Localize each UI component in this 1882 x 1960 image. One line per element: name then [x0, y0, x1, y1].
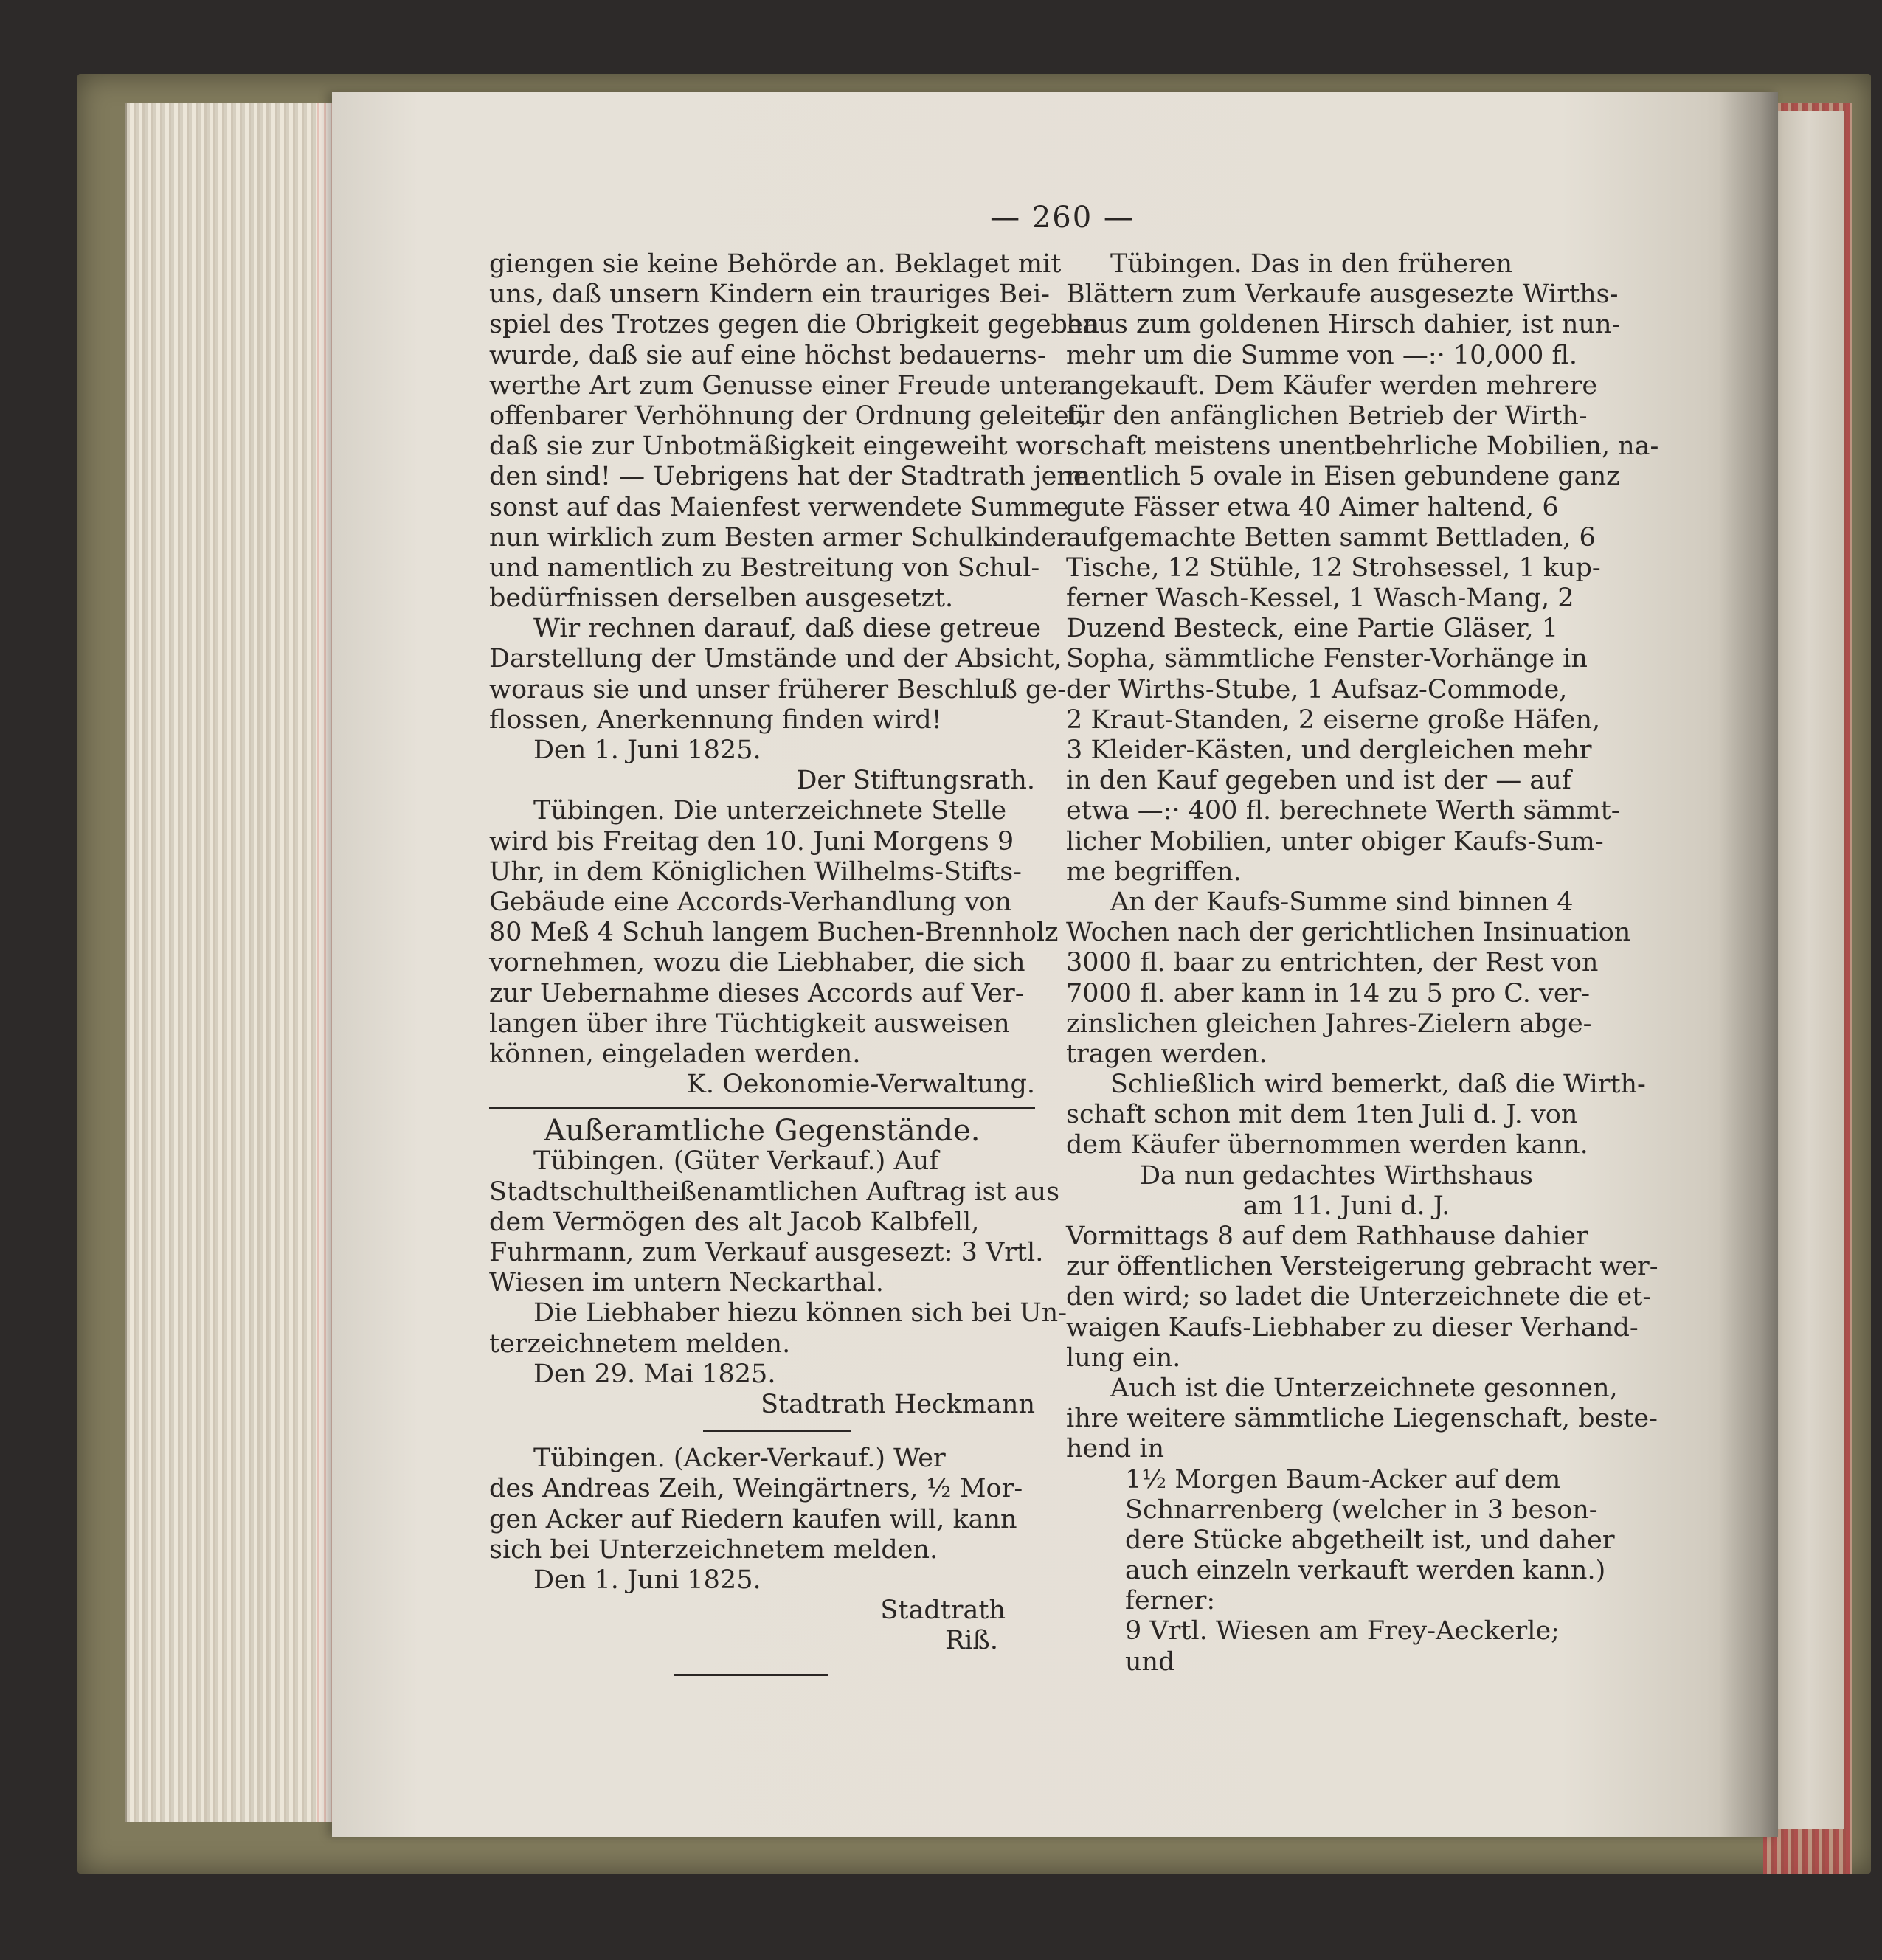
left-paragraph-5: [489, 1298, 1068, 1359]
page-gutter-shadow: [1719, 92, 1778, 1837]
signature-office: Stadtrath: [880, 1596, 1006, 1626]
right-paragraph-6: [1066, 1373, 1658, 1465]
text-line: für den anfänglichen Betrieb der Wirth-: [1066, 401, 1588, 431]
text-line: Fuhrmann, zum Verkauf ausgesezt: 3 Vrtl.: [489, 1238, 1044, 1267]
text-line: spiel des Trotzes gegen die Obrigkeit gegeben: [489, 310, 1100, 340]
text-line: 3000 fl. baar zu entrichten, der Rest von: [1066, 948, 1599, 978]
text-line: daß sie zur Unbotmäßigkeit eingeweiht wor-: [489, 432, 1075, 462]
text-line: zinslichen gleichen Jahres-Zielern abge-: [1066, 1008, 1592, 1039]
text-line: Schnarrenberg (welcher in 3 beson-: [1125, 1495, 1598, 1525]
text-line: flossen, Anerkennung finden wird!: [489, 704, 942, 735]
right-paragraph-2: [1066, 887, 1631, 1070]
text-line: angekauft. Dem Käufer werden mehrere: [1066, 370, 1598, 401]
text-line: dere Stücke abgetheilt ist, und daher: [1125, 1525, 1615, 1555]
signature: K. Oekonomie-Verwaltung.: [686, 1070, 1035, 1100]
text-line: 7000 fl. aber kann in 14 zu 5 pro C. ver-: [1066, 978, 1591, 1008]
text-line: 2 Kraut-Standen, 2 eiserne große Häfen,: [1066, 704, 1601, 735]
text-line: 1½ Morgen Baum-Acker auf dem: [1125, 1464, 1561, 1495]
text-line: den sind! — Uebrigens hat der Stadtrath jene: [489, 462, 1089, 492]
right-paragraph-1: [1066, 249, 1659, 887]
text-line: Auch ist die Unterzeichnete gesonnen,: [1110, 1373, 1618, 1403]
text-line: gen Acker auf Riedern kaufen will, kann: [489, 1504, 1017, 1534]
text-line: Tübingen. (Güter Verkauf.) Auf: [533, 1146, 939, 1177]
signature: Der Stiftungsrath.: [796, 766, 1035, 796]
text-line: und: [1125, 1646, 1175, 1677]
text-line: ferner Wasch-Kessel, 1 Wasch-Mang, 2: [1066, 584, 1574, 614]
page-number: — 260 —: [990, 201, 1135, 235]
text-line: hend in: [1066, 1434, 1165, 1464]
text-line: woraus sie und unser früherer Beschluß ge-: [489, 674, 1066, 704]
left-paragraph-2: [489, 614, 1066, 735]
text-line: sonst auf das Maienfest verwendete Summe: [489, 492, 1069, 522]
text-line: wird bis Freitag den 10. Juni Morgens 9: [489, 826, 1014, 856]
text-line: haus zum goldenen Hirsch dahier, ist nun-: [1066, 310, 1621, 340]
text-line: Vormittags 8 auf dem Rathhause dahier: [1066, 1222, 1588, 1251]
signature: Stadtrath Heckmann: [761, 1389, 1035, 1419]
signature-name: Riß.: [944, 1626, 998, 1656]
text-line: uns, daß unsern Kindern ein trauriges Bei-: [489, 280, 1050, 310]
text-line: vornehmen, wozu die Liebhaber, die sich: [489, 948, 1025, 978]
left-paragraph-3: [489, 796, 1059, 1070]
date-highlight: am 11. Juni d. J.: [1242, 1191, 1450, 1221]
text-line: werthe Art zum Genusse einer Freude unter: [489, 370, 1070, 401]
text-line: und namentlich zu Bestreitung von Schul-: [489, 553, 1040, 583]
text-line: Wiesen im untern Neckarthal.: [489, 1268, 884, 1298]
text-line: Darstellung der Umstände und der Absicht,: [489, 644, 1062, 674]
text-line: des Andreas Zeih, Weingärtners, ½ Mor-: [489, 1474, 1023, 1504]
text-line: Wochen nach der gerichtlichen Insinuation: [1066, 918, 1631, 948]
text-line: terzeichnetem melden.: [489, 1329, 791, 1359]
text-line: dem Vermögen des alt Jacob Kalbfell,: [489, 1207, 980, 1237]
right-column: [1066, 249, 1659, 1677]
section-heading: Außeramtliche Gegenstände.: [544, 1114, 980, 1149]
text-line: Tübingen. Das in den früheren: [1110, 249, 1513, 279]
text-line: sich bei Unterzeichnetem melden.: [489, 1534, 938, 1565]
section-divider: [489, 1107, 1035, 1109]
text-line: lung ein.: [1066, 1343, 1181, 1373]
text-line: schaft meistens unentbehrliche Mobilien, na-: [1066, 432, 1659, 462]
text-line: Da nun gedachtes Wirthshaus: [1140, 1160, 1533, 1191]
short-divider: [703, 1430, 851, 1432]
text-line: 3 Kleider-Kästen, und dergleichen mehr: [1066, 735, 1592, 765]
right-paragraph-3: [1066, 1070, 1646, 1161]
end-flourish: [674, 1674, 828, 1676]
text-line: auch einzeln verkauft werden kann.): [1125, 1556, 1606, 1586]
text-line: zur öffentlichen Versteigerung gebracht wer-: [1066, 1252, 1658, 1282]
text-line: Stadtschultheißenamtlichen Auftrag ist aus: [489, 1177, 1060, 1207]
text-line: An der Kaufs-Summe sind binnen 4: [1110, 887, 1574, 917]
text-line: der Wirths-Stube, 1 Aufsaz-Commode,: [1066, 674, 1568, 704]
text-line: waigen Kaufs-Liebhaber zu dieser Verhand-: [1066, 1312, 1639, 1343]
left-paragraph-6: [489, 1444, 1035, 1565]
text-line: Schließlich wird bemerkt, daß die Wirth-: [1110, 1070, 1646, 1100]
text-line: nun wirklich zum Besten armer Schulkinder: [489, 522, 1069, 553]
right-paragraph-7: [1066, 1465, 1627, 1677]
text-line: me begriffen.: [1066, 856, 1242, 887]
text-line: den wird; so ladet die Unterzeichnete die et-: [1066, 1282, 1652, 1312]
text-line: aufgemachte Betten sammt Bettladen, 6: [1066, 522, 1596, 553]
text-line: Wir rechnen darauf, daß diese getreue: [533, 614, 1042, 644]
text-line: offenbarer Verhöhnung der Ordnung geleitet,: [489, 401, 1087, 431]
left-column: [489, 249, 1100, 1688]
text-line: langen über ihre Tüchtigkeit ausweisen: [489, 1008, 1010, 1039]
text-line: Tübingen. Die unterzeichnete Stelle: [533, 796, 1007, 826]
text-line: Duzend Besteck, eine Partie Gläser, 1: [1066, 614, 1559, 644]
text-line: 9 Vrtl. Wiesen am Frey-Aeckerle;: [1125, 1616, 1560, 1646]
text-line: licher Mobilien, unter obiger Kaufs-Sum-: [1066, 826, 1604, 856]
text-line: 80 Meß 4 Schuh langem Buchen-Brennholz: [489, 918, 1059, 948]
text-line: gute Fässer etwa 40 Aimer haltend, 6: [1066, 492, 1559, 522]
text-line: tragen werden.: [1066, 1039, 1267, 1069]
left-paragraph-4: [489, 1146, 1060, 1298]
right-paragraph-5: [1066, 1222, 1658, 1374]
text-line: in den Kauf gegeben und ist der — auf: [1066, 766, 1571, 796]
dateline: Den 29. Mai 1825.: [533, 1359, 776, 1389]
text-line: etwa —:· 400 fl. berechnete Werth sämmt-: [1066, 796, 1620, 826]
text-line: mehr um die Summe von —:· 10,000 fl.: [1066, 340, 1577, 370]
text-line: Gebäude eine Accords-Verhandlung von: [489, 887, 1011, 917]
text-line: dem Käufer übernommen werden kann.: [1066, 1130, 1588, 1160]
dateline: Den 1. Juni 1825.: [533, 735, 761, 765]
text-line: Sopha, sämmtliche Fenster-Vorhänge in: [1066, 644, 1588, 674]
text-line: ferner:: [1125, 1586, 1216, 1616]
text-line: giengen sie keine Behörde an. Beklaget mit: [489, 249, 1062, 279]
text-line: Tische, 12 Stühle, 12 Strohsessel, 1 kup-: [1066, 553, 1601, 583]
text-line: mentlich 5 ovale in Eisen gebundene ganz: [1066, 462, 1620, 492]
dateline: Den 1. Juni 1825.: [533, 1565, 761, 1595]
text-line: Blättern zum Verkaufe ausgesezte Wirths-: [1066, 280, 1619, 310]
left-paragraph-1: [489, 249, 1100, 614]
text-line: bedürfnissen derselben ausgesetzt.: [489, 584, 954, 614]
text-line: Die Liebhaber hiezu können sich bei Un-: [533, 1298, 1068, 1329]
text-line: Tübingen. (Acker-Verkauf.) Wer: [533, 1444, 946, 1474]
text-line: zur Uebernahme dieses Accords auf Ver-: [489, 978, 1024, 1008]
text-line: können, eingeladen werden.: [489, 1039, 861, 1069]
text-line: schaft schon mit dem 1ten Juli d. J. von: [1066, 1100, 1578, 1130]
text-line: Uhr, in dem Königlichen Wilhelms-Stifts-: [489, 856, 1023, 887]
text-line: ihre weitere sämmtliche Liegenschaft, beste-: [1066, 1404, 1658, 1434]
text-line: wurde, daß sie auf eine höchst bedauerns-: [489, 340, 1046, 370]
